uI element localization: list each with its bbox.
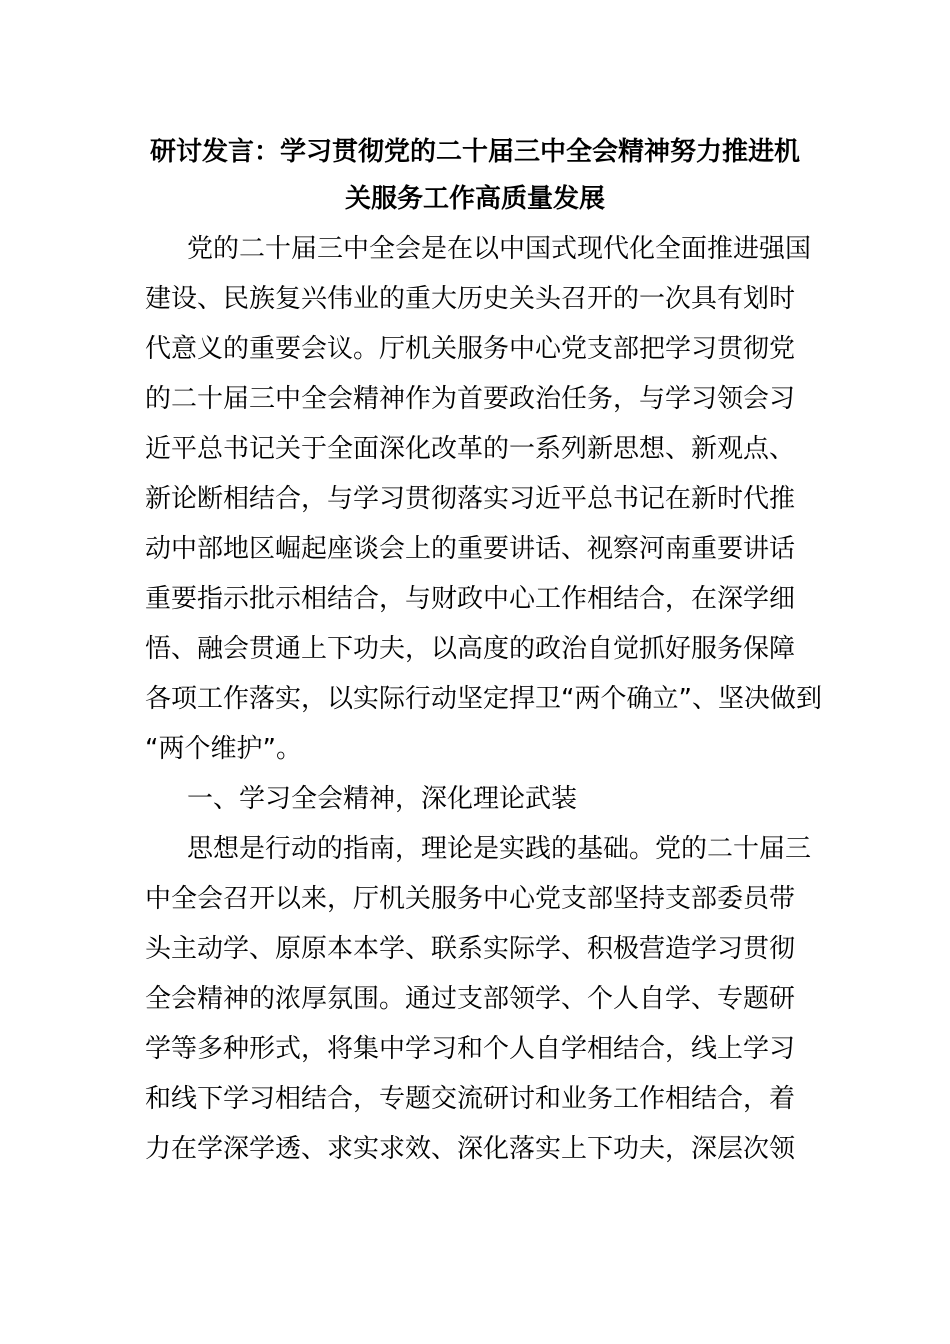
paragraph-line: 动中部地区崛起座谈会上的重要讲话、视察河南重要讲话 (145, 534, 796, 564)
paragraph-line: 重要指示批示相结合，与财政中心工作相结合，在深学细 (145, 584, 796, 614)
paragraph-line: 党的二十届三中全会是在以中国式现代化全面推进强国 (187, 234, 812, 264)
paragraph-line: 头主动学、原原本本学、联系实际学、积极营造学习贯彻 (145, 934, 796, 964)
paragraph-line: 和线下学习相结合，专题交流研讨和业务工作相结合，着 (145, 1084, 796, 1114)
section-heading: 一、学习全会精神，深化理论武装 (187, 784, 578, 814)
paragraph-line: 全会精神的浓厚氛围。通过支部领学、个人自学、专题研 (145, 984, 796, 1014)
paragraph-line: 代意义的重要会议。厅机关服务中心党支部把学习贯彻党 (145, 334, 796, 364)
paragraph-line: 悟、融会贯通上下功夫，以高度的政治自觉抓好服务保障 (145, 634, 796, 664)
paragraph-line: 思想是行动的指南，理论是实践的基础。党的二十届三 (187, 834, 812, 864)
document-title-line-2: 关服务工作高质量发展 (344, 184, 605, 214)
paragraph-line: 力在学深学透、求实求效、深化落实上下功夫，深层次领 (145, 1134, 796, 1164)
paragraph-line: 中全会召开以来，厅机关服务中心党支部坚持支部委员带 (145, 884, 796, 914)
document-title-line-1: 研讨发言：学习贯彻党的二十届三中全会精神努力推进机 (149, 137, 800, 167)
paragraph-line: 近平总书记关于全面深化改革的一系列新思想、新观点、 (145, 434, 796, 464)
paragraph-line: 学等多种形式，将集中学习和个人自学相结合，线上学习 (145, 1034, 796, 1064)
paragraph-line: 新论断相结合，与学习贯彻落实习近平总书记在新时代推 (145, 484, 796, 514)
paragraph-line: “两个维护”。 (145, 734, 302, 764)
paragraph-line: 建设、民族复兴伟业的重大历史关头召开的一次具有划时 (145, 284, 796, 314)
paragraph-line: 各项工作落实，以实际行动坚定捍卫“两个确立”、坚决做到 (145, 684, 822, 714)
paragraph-line: 的二十届三中全会精神作为首要政治任务，与学习领会习 (145, 384, 796, 414)
